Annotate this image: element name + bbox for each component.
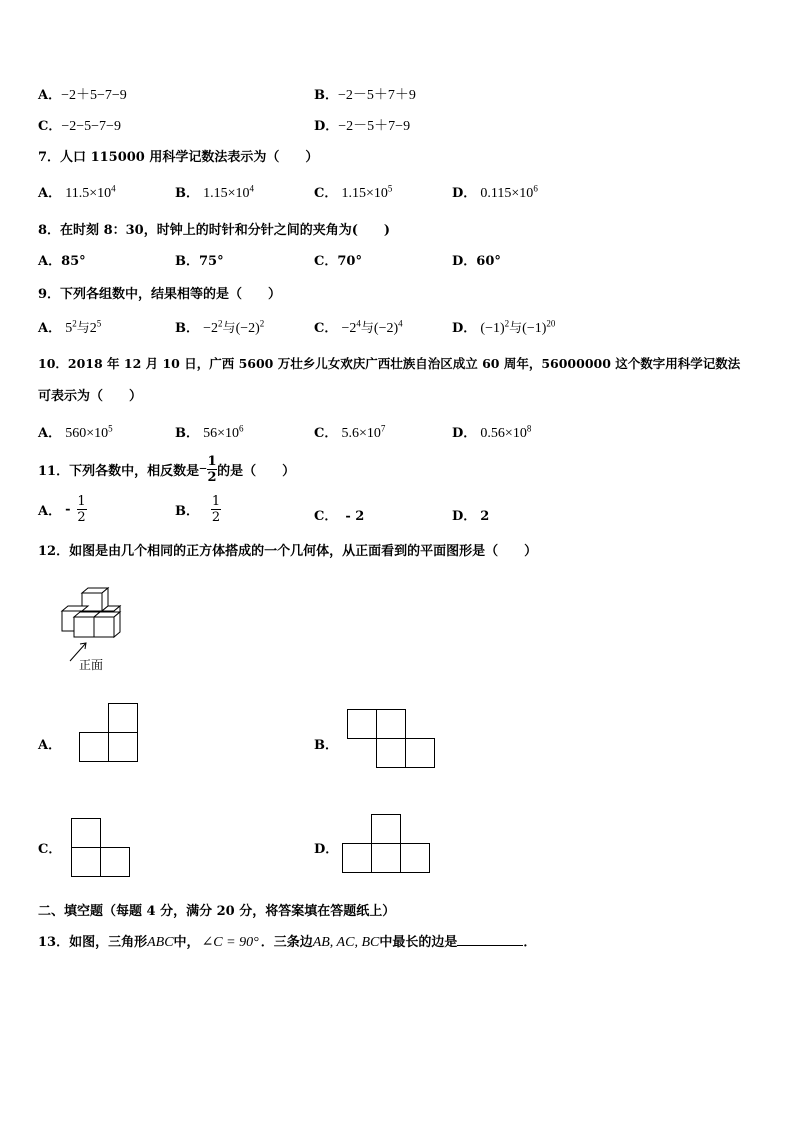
q8-option-a: A．85° — [38, 254, 86, 269]
q12-option-a-label: A． — [38, 738, 62, 753]
q10-stem-line2: 可表示为（ ） — [38, 389, 143, 404]
q8-option-b: B．75° — [175, 254, 224, 269]
q12-option-b-label: B． — [314, 738, 338, 753]
q12-option-a-figure — [78, 703, 140, 765]
q10-option-c: C． $5.6\times 10^7$ — [314, 423, 386, 441]
q11-option-a: A． - $\frac{1}{2}$ — [38, 494, 86, 525]
q13-answer-blank[interactable] — [457, 933, 523, 946]
q12-option-c-figure — [70, 817, 132, 879]
q11-option-b-fraction: $\frac{1}{2}$ — [211, 494, 221, 525]
q8-option-d: D．60° — [452, 254, 501, 269]
q12-figure-caption: 正面 — [79, 658, 104, 672]
q9-option-b: B． $-2^2$与$(-2)^2$ — [175, 318, 265, 336]
q12-option-c-label: C． — [38, 842, 62, 857]
q6-option-b: B．−2－5＋7＋9 — [314, 88, 416, 103]
q12-option-d-label: D． — [314, 842, 339, 857]
q10-stem-line1: 10．2018 年 12 月 10 日，广西 5600 万壮乡儿女欢庆广西壮族自治区成立 60 周年，56000000 这个数字用科学记数法 — [38, 356, 741, 371]
section-2-title: 二、填空题（每题 4 分，满分 20 分，将答案填在答题纸上） — [38, 904, 396, 919]
q6-option-c: C．−2−5−7−9 — [38, 119, 121, 134]
q9-option-c: C． $-2^4$与$(-2)^4$ — [314, 318, 403, 336]
q12-option-b-figure — [347, 709, 439, 771]
q12-cube-figure — [56, 585, 136, 665]
q12-stem: 12．如图是由几个相同的正方体搭成的一个几何体，从正面看到的平面图形是（ ） — [38, 544, 538, 559]
q6-option-d: D．−2－5＋7−9 — [314, 119, 411, 134]
q7-option-a: A． $11.5\times 10^4$ — [38, 183, 116, 201]
q10-option-b: B． $56\times 10^6$ — [175, 423, 244, 441]
q11-stem-fraction: $\frac{1}{2}$ — [207, 454, 217, 485]
q11-option-a-fraction: $\frac{1}{2}$ — [77, 494, 86, 525]
q11-option-d: D． 2 — [452, 509, 490, 524]
q10-option-a: A． $560\times 10^5$ — [38, 423, 113, 441]
q11-option-b: B． $\frac{1}{2}$ — [175, 494, 221, 525]
q9-stem: 9．下列各组数中，结果相等的是（ ） — [38, 287, 282, 302]
q11-option-c: C． - 2 — [314, 509, 365, 524]
q8-option-c: C．70° — [314, 254, 362, 269]
q9-option-d: D． $(-1)^2$与$(-1)^{20}$ — [452, 318, 556, 336]
q6-option-a: A．−2＋5−7−9 — [38, 88, 127, 103]
q7-stem: 7．人口 115000 用科学记数法表示为（ ） — [38, 150, 319, 165]
q10-option-d: D． $0.56\times 10^8$ — [452, 423, 532, 441]
q11-stem: 11．下列各数中，相反数是 − $\frac{1}{2}$ 的是（ ） — [38, 454, 296, 485]
q7-option-c: C． $1.15\times 10^5$ — [314, 183, 393, 201]
q9-option-a: A． $5^2$与$2^5$ — [38, 318, 102, 336]
q12-option-d-figure — [342, 814, 434, 876]
q7-option-d: D． $0.115\times 10^6$ — [452, 183, 538, 201]
q8-stem: 8．在时刻 8：30，时钟上的时针和分针之间的夹角为( ) — [38, 223, 391, 238]
q13-stem: 13．如图，三角形ABC中， ∠C = 90° ．三条边AB, AC, BC中最长的边是 ． — [38, 935, 537, 950]
q7-option-b: B． $1.15\times 10^4$ — [175, 183, 255, 201]
